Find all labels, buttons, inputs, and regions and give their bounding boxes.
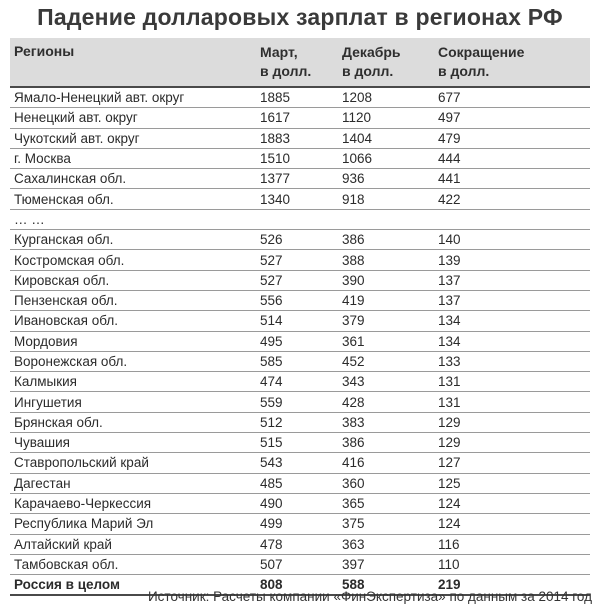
cell-march: 1883 [260, 128, 340, 148]
cell-reduction: 125 [436, 473, 590, 493]
cell-reduction [436, 209, 590, 229]
cell-december: 419 [340, 290, 436, 310]
cell-december: 390 [340, 270, 436, 290]
table-row [10, 209, 590, 229]
header-december-line2: в долл. [342, 63, 394, 79]
cell-region: Дагестан [10, 473, 260, 493]
header-reduction-line1: Сокращение [438, 44, 525, 60]
cell-region: Кировская обл. [10, 270, 260, 290]
total-march: 808 [260, 575, 340, 596]
cell-december: 375 [340, 514, 436, 534]
cell-region: Чукотский авт. округ [10, 128, 260, 148]
cell-march [260, 209, 340, 229]
cell-reduction: 131 [436, 372, 590, 392]
header-december [340, 38, 436, 87]
cell-december [340, 209, 436, 229]
cell-region: Карачаево-Черкессия [10, 493, 260, 513]
cell-march: 478 [260, 534, 340, 554]
cell-reduction: 129 [436, 433, 590, 453]
cell-region: Республика Марий Эл [10, 514, 260, 534]
table-row [10, 108, 590, 128]
table-row [10, 372, 590, 392]
cell-region: Воронежская обл. [10, 351, 260, 371]
cell-december: 1120 [340, 108, 436, 128]
table-row [10, 534, 590, 554]
cell-march: 485 [260, 473, 340, 493]
cell-reduction: 139 [436, 250, 590, 270]
cell-december: 360 [340, 473, 436, 493]
cell-march: 1510 [260, 148, 340, 168]
header-march [260, 38, 340, 87]
cell-reduction: 110 [436, 554, 590, 574]
cell-region: Тамбовская обл. [10, 554, 260, 574]
cell-region: Тюменская обл. [10, 189, 260, 209]
cell-reduction: 124 [436, 514, 590, 534]
page-title: Падение долларовых зарплат в регионах РФ [37, 4, 563, 30]
table-row [10, 453, 590, 473]
cell-december: 428 [340, 392, 436, 412]
cell-march: 490 [260, 493, 340, 513]
cell-march: 515 [260, 433, 340, 453]
cell-region: Ямало-Ненецкий авт. округ [10, 87, 260, 108]
source-note: Источник: Расчеты компании «ФинЭкспертиза» по данным за 2014 год [147, 589, 592, 604]
header-march-line1: Март, [260, 44, 298, 60]
table-row [10, 311, 590, 331]
cell-reduction: 131 [436, 392, 590, 412]
cell-march: 585 [260, 351, 340, 371]
cell-region: Сахалинская обл. [10, 169, 260, 189]
header-december-line1: Декабрь [342, 44, 401, 60]
table-row [10, 493, 590, 513]
table-row [10, 270, 590, 290]
cell-march: 1617 [260, 108, 340, 128]
cell-reduction: 134 [436, 311, 590, 331]
cell-march: 556 [260, 290, 340, 310]
header-reduction-line2: в долл. [438, 63, 490, 79]
cell-reduction: 116 [436, 534, 590, 554]
cell-december: 363 [340, 534, 436, 554]
cell-reduction: 137 [436, 270, 590, 290]
salary-table [10, 38, 590, 596]
cell-region: Брянская обл. [10, 412, 260, 432]
cell-region: Пензенская обл. [10, 290, 260, 310]
cell-reduction: 479 [436, 128, 590, 148]
table-row [10, 230, 590, 250]
table-row [10, 148, 590, 168]
cell-december: 388 [340, 250, 436, 270]
cell-region: Мордовия [10, 331, 260, 351]
cell-march: 559 [260, 392, 340, 412]
table-row [10, 514, 590, 534]
cell-reduction: 134 [436, 331, 590, 351]
total-december: 588 [340, 575, 436, 596]
cell-march: 474 [260, 372, 340, 392]
cell-december: 452 [340, 351, 436, 371]
cell-march: 514 [260, 311, 340, 331]
cell-march: 1377 [260, 169, 340, 189]
cell-reduction: 140 [436, 230, 590, 250]
cell-region: Алтайский край [10, 534, 260, 554]
cell-reduction: 441 [436, 169, 590, 189]
cell-region: г. Москва [10, 148, 260, 168]
header-march-line2: в долл. [260, 63, 312, 79]
table-row [10, 290, 590, 310]
cell-reduction: 129 [436, 412, 590, 432]
table-row [10, 392, 590, 412]
cell-december: 1066 [340, 148, 436, 168]
cell-december: 1404 [340, 128, 436, 148]
cell-reduction: 422 [436, 189, 590, 209]
cell-reduction: 127 [436, 453, 590, 473]
table-row [10, 473, 590, 493]
table-row [10, 169, 590, 189]
cell-december: 936 [340, 169, 436, 189]
cell-march: 495 [260, 331, 340, 351]
total-reduction: 219 [436, 575, 590, 596]
cell-region: Чувашия [10, 433, 260, 453]
cell-march: 507 [260, 554, 340, 574]
cell-december: 343 [340, 372, 436, 392]
cell-march: 1340 [260, 189, 340, 209]
cell-march: 1885 [260, 87, 340, 108]
table-row [10, 412, 590, 432]
table-row [10, 250, 590, 270]
cell-region: … … [10, 209, 260, 229]
header-region: Регионы [10, 38, 260, 87]
cell-december: 416 [340, 453, 436, 473]
cell-march: 526 [260, 230, 340, 250]
cell-december: 397 [340, 554, 436, 574]
cell-region: Костромская обл. [10, 250, 260, 270]
table-row [10, 433, 590, 453]
cell-reduction: 124 [436, 493, 590, 513]
cell-december: 1208 [340, 87, 436, 108]
cell-march: 543 [260, 453, 340, 473]
cell-december: 383 [340, 412, 436, 432]
cell-region: Калмыкия [10, 372, 260, 392]
cell-region: Курганская обл. [10, 230, 260, 250]
cell-december: 361 [340, 331, 436, 351]
table-row [10, 87, 590, 108]
cell-reduction: 444 [436, 148, 590, 168]
table-row [10, 189, 590, 209]
cell-march: 499 [260, 514, 340, 534]
cell-december: 379 [340, 311, 436, 331]
total-region: Россия в целом [10, 575, 260, 596]
cell-december: 386 [340, 433, 436, 453]
cell-region: Ингушетия [10, 392, 260, 412]
table-header-row [10, 38, 590, 87]
cell-december: 386 [340, 230, 436, 250]
table-row [10, 331, 590, 351]
cell-march: 527 [260, 270, 340, 290]
cell-region: Ставропольский край [10, 453, 260, 473]
header-reduction [436, 38, 590, 87]
table-row [10, 554, 590, 574]
cell-march: 527 [260, 250, 340, 270]
table-row [10, 351, 590, 371]
cell-reduction: 133 [436, 351, 590, 371]
cell-region: Ненецкий авт. округ [10, 108, 260, 128]
cell-reduction: 677 [436, 87, 590, 108]
cell-december: 918 [340, 189, 436, 209]
cell-march: 512 [260, 412, 340, 432]
cell-reduction: 137 [436, 290, 590, 310]
table-row [10, 128, 590, 148]
cell-region: Ивановская обл. [10, 311, 260, 331]
cell-december: 365 [340, 493, 436, 513]
cell-reduction: 497 [436, 108, 590, 128]
